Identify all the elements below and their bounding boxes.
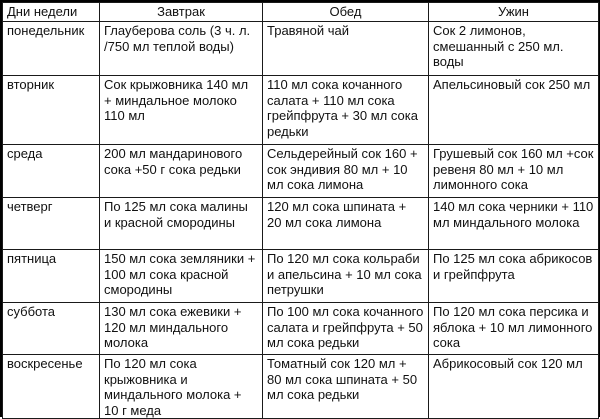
day-cell: понедельник [3,22,100,76]
day-cell: среда [3,145,100,198]
dinner-cell: По 125 мл сока абрикосов и грейпфрута [429,250,599,303]
breakfast-cell: Сок крыжовника 140 мл + миндальное молоко 110 мл [100,76,263,145]
table-row-friday [3,250,599,303]
header-lunch: Обед [263,3,429,22]
breakfast-cell: 200 мл мандаринового сока +50 г сока редьки [100,145,263,198]
lunch-cell: Травяной чай [263,22,429,76]
lunch-cell: Томатный сок 120 мл + 80 мл сока шпината + 50 мл сока редьки [263,355,429,419]
dinner-cell: Сок 2 лимонов, смешанный с 250 мл. воды [429,22,599,76]
lunch-cell: 120 мл сока шпината + 20 мл сока лимона [263,198,429,250]
lunch-cell: По 120 мл сока кольраби и апельсина + 10 мл сока петрушки [263,250,429,303]
table-row-thursday [3,198,599,250]
lunch-cell: Сельдерейный сок 160 + сок эндивия 80 мл + 10 мл сока лимона [263,145,429,198]
table-row-sunday [3,355,599,419]
day-cell: вторник [3,76,100,145]
day-cell: суббота [3,303,100,355]
breakfast-cell: Глауберова соль (3 ч. л. /750 мл теплой воды) [100,22,263,76]
table-header [3,3,599,22]
breakfast-cell: По 120 мл сока крыжовника и миндального молока + 10 г меда [100,355,263,419]
day-cell: пятница [3,250,100,303]
lunch-cell: 110 мл сока кочанного салата + 110 мл сока грейпфрута + 30 мл сока редьки [263,76,429,145]
dinner-cell: Абрикосовый сок 120 мл [429,355,599,419]
table-body [3,22,599,419]
breakfast-cell: 150 мл сока земляники + 100 мл сока красной смородины [100,250,263,303]
juice-diet-table [2,2,599,419]
day-cell: четверг [3,198,100,250]
dinner-cell: По 120 мл сока персика и яблока + 10 мл лимонного сока [429,303,599,355]
header-row [3,3,599,22]
header-breakfast: Завтрак [100,3,263,22]
dinner-cell: 140 мл сока черники + 110 мл миндального молока [429,198,599,250]
header-dinner: Ужин [429,3,599,22]
breakfast-cell: По 125 мл сока малины и красной смородины [100,198,263,250]
lunch-cell: По 100 мл сока кочанного салата и грейпфрута + 50 мл сока редьки [263,303,429,355]
day-cell: воскресенье [3,355,100,419]
table-row-wednesday [3,145,599,198]
breakfast-cell: 130 мл сока ежевики + 120 мл миндального молока [100,303,263,355]
table-row-tuesday [3,76,599,145]
header-day: Дни недели [3,3,100,22]
table-row-monday [3,22,599,76]
table-row-saturday [3,303,599,355]
dinner-cell: Апельсиновый сок 250 мл [429,76,599,145]
dinner-cell: Грушевый сок 160 мл +сок ревеня 80 мл + 10 мл лимонного сока [429,145,599,198]
